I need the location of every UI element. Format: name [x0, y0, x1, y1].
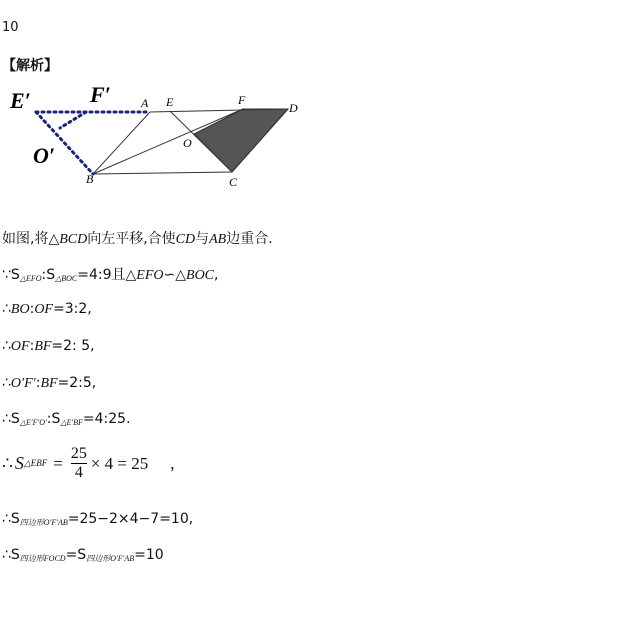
answer-value: 10 — [2, 20, 19, 35]
label-c: C — [229, 175, 238, 189]
solution-line-2: $\because S_{\triangle EFO}:S_{\triangle BOC}=4:9$且△EFO∽△BOC, — [2, 267, 219, 283]
label-o-prime: O′ — [33, 143, 56, 168]
label-o: O — [183, 136, 192, 150]
segment-ab — [93, 112, 150, 174]
solution-line-1: 如图,将△BCD向左平移,合使CD与AB边重合. — [2, 231, 273, 247]
label-f: F — [238, 93, 246, 107]
label-a: A — [141, 96, 149, 110]
solution-line-8: $\therefore S_{四边形O'F'AB}=25-2\times 4-7=10$, — [2, 511, 194, 527]
fraction: $\frac{25}{4}$ — [70, 445, 87, 481]
section-title: 【解析】 — [2, 58, 58, 74]
dotted-segment-f-prime-o-prime — [60, 112, 86, 128]
solution-equation: ∴ S △EBF = $\frac{25}{4}$ × 4 = 25 , — [2, 445, 175, 481]
solution-line-4: ∴OF:BF=2: 5, — [2, 338, 95, 354]
label-f-prime: F′ — [90, 85, 111, 107]
solution-line-6: $\therefore S_{\triangle E'F'O'}:S_{\triangle E'BF}=4:25$. — [2, 411, 131, 427]
segment-bc — [93, 172, 232, 174]
geometry-figure — [0, 85, 320, 195]
label-e: E — [166, 95, 174, 109]
solution-line-5: ∴O′F′:BF=2:5, — [2, 375, 97, 391]
solution-line-3: ∴BO:OF=3:2, — [2, 301, 92, 317]
label-b: B — [86, 172, 94, 186]
label-d: D — [289, 101, 298, 115]
solution-line-9: $\therefore S_{四边形FOCD}=S_{四边形O'F'AB}=10$ — [2, 547, 164, 563]
label-e-prime: E′ — [10, 88, 31, 113]
